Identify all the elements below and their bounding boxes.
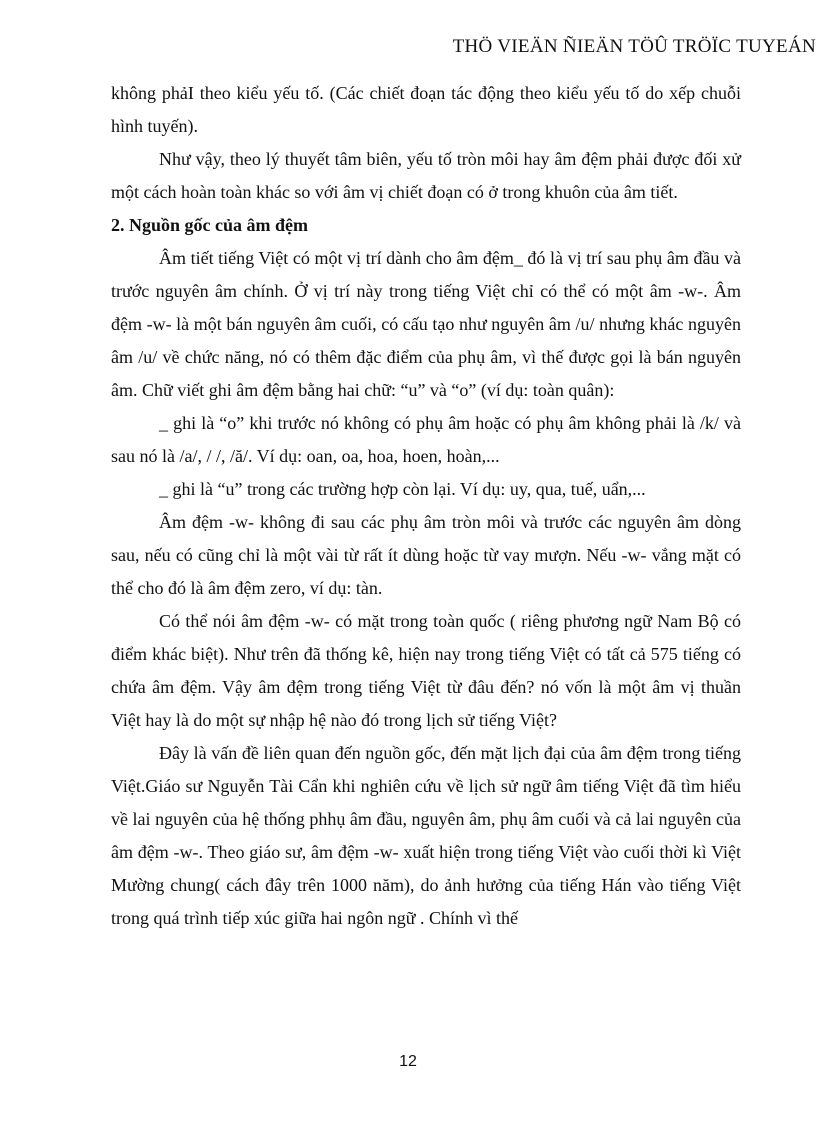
paragraph-position: Âm tiết tiếng Việt có một vị trí dành cho âm đệm_ đó là vị trí sau phụ âm đầu và trước nguyên âm chính. Ở vị trí này trong tiếng Việt chỉ có thể có một âm -w-. Âm đệm -w- là một bán nguyên âm cuối, có cấu tạo như nguyên âm /u/ nhưng khác nguyên âm /u/ về chức năng, nó có thêm đặc điểm của phụ âm, vì thế được gọi là bán nguyên âm. Chữ viết ghi âm đệm bằng hai chữ: “u” và “o” (ví dụ: toàn quân):: [111, 248, 741, 400]
page-number: 12: [399, 1053, 417, 1070]
paragraph-rule-u: _ ghi là “u” trong các trường hợp còn lại. Ví dụ: uy, qua, tuế, uẩn,...: [159, 479, 646, 499]
page-header: THÖ VIEÄN ÑIEÄN TÖÛ TRÖÏC TUYEÁN: [452, 36, 816, 57]
paragraph-rule-o: _ ghi là “o” khi trước nó không có phụ âm hoặc có phụ âm không phải là /k/ và sau nó là /a/, / /, /ă/. Ví dụ: oan, oa, hoa, hoen, hoàn,...: [111, 413, 741, 466]
section-heading: 2. Nguồn gốc của âm đệm: [111, 215, 308, 235]
paragraph-continuation: không phảI theo kiểu yếu tố. (Các chiết đoạn tác động theo kiểu yếu tố do xếp chuỗi hình tuyến).: [111, 83, 741, 136]
paragraph-nationwide: Có thể nói âm đệm -w- có mặt trong toàn quốc ( riêng phương ngữ Nam Bộ có điểm khác biệt). Như trên đã thống kê, hiện nay trong tiếng Việt có tất cả 575 tiếng có chứa âm đệm. Vậy âm đệm trong tiếng Việt từ đâu đến? nó vốn là một âm vị thuần Việt hay là do một sự nhập hệ nào đó trong lịch sử tiếng Việt?: [111, 611, 741, 730]
document-body: [111, 77, 741, 935]
paragraph-origin: Đây là vấn đề liên quan đến nguồn gốc, đến mặt lịch đại của âm đệm trong tiếng Việt.Giáo sư Nguyễn Tài Cẩn khi nghiên cứu về lịch sử ngữ âm tiếng Việt đã tìm hiểu về lai nguyên của hệ thống phhụ âm đầu, nguyên âm, phụ âm cuối và cả lai nguyên của âm đệm -w-. Theo giáo sư, âm đệm -w- xuất hiện trong tiếng Việt vào cuối thời kì Việt Mường chung( cách đây trên 1000 năm), do ảnh hưởng của tiếng Hán vào tiếng Việt trong quá trình tiếp xúc giữa hai ngôn ngữ . Chính vì thế: [111, 743, 741, 928]
paragraph-theory: Như vậy, theo lý thuyết tâm biên, yếu tố tròn môi hay âm đệm phải được đối xử một cách hoàn toàn khác so với âm vị chiết đoạn có ở trong khuôn của âm tiết.: [111, 149, 741, 202]
paragraph-distribution: Âm đệm -w- không đi sau các phụ âm tròn môi và trước các nguyên âm dòng sau, nếu có cũng chỉ là một vài từ rất ít dùng hoặc từ vay mượn. Nếu -w- vắng mặt có thể cho đó là âm đệm zero, ví dụ: tàn.: [111, 512, 741, 598]
